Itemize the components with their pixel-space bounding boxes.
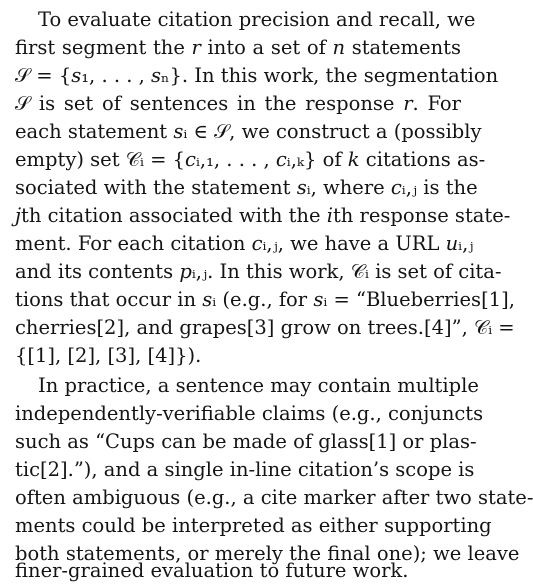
text-line: finer-grained evaluation to future work. [15,559,409,582]
text-line: 𝑗th citation associated with the 𝑖th response state- [15,204,511,227]
text-line: 𝒮 is set of sentences in the response 𝑟. For [15,92,461,115]
text-line: tions that occur in 𝑠ᵢ (e.g., for 𝑠ᵢ = “Blueberries[1], [15,288,515,311]
text-line: each statement 𝑠ᵢ ∈ 𝒮, we construct a (possibly [15,120,482,143]
text-line: tic[2].”), and a single in-line citation’s scope is [15,458,475,481]
text-line: ments could be interpreted as either supporting [15,514,492,537]
text-line: To evaluate citation precision and recall, we [38,8,476,31]
text-line: and its contents 𝑝ᵢ,ⱼ. In this work, 𝒞ᵢ is set of cita- [15,260,502,283]
text-line: cherries[2], and grapes[3] grow on trees.[4]”, 𝒞ᵢ = [15,316,515,339]
text-line: independently-verifiable claims (e.g., conjuncts [15,402,484,425]
text-line: such as “Cups can be made of glass[1] or plas- [15,430,477,453]
text-line: often ambiguous (e.g., a cite marker after two state- [15,486,533,509]
text-line: 𝒮 = {𝑠₁, . . . , 𝑠ₙ}. In this work, the segmentation [15,64,499,87]
text-line: first segment the 𝑟 into a set of 𝑛 statements [15,36,461,59]
text-line: ment. For each citation 𝑐ᵢ,ⱼ, we have a URL 𝑢ᵢ,ⱼ [15,232,474,255]
text-line: empty) set 𝒞ᵢ = {𝑐ᵢ,₁, . . . , 𝑐ᵢ,ₖ} of 𝑘 citations as- [15,148,486,171]
text-line: {[1], [2], [3], [4]}). [15,344,202,367]
text-line: In practice, a sentence may contain multiple [38,374,479,397]
text-line: both statements, or merely the final one); we leave [15,542,520,565]
text-line: sociated with the statement 𝑠ᵢ, where 𝑐ᵢ,ⱼ is the [15,176,478,199]
